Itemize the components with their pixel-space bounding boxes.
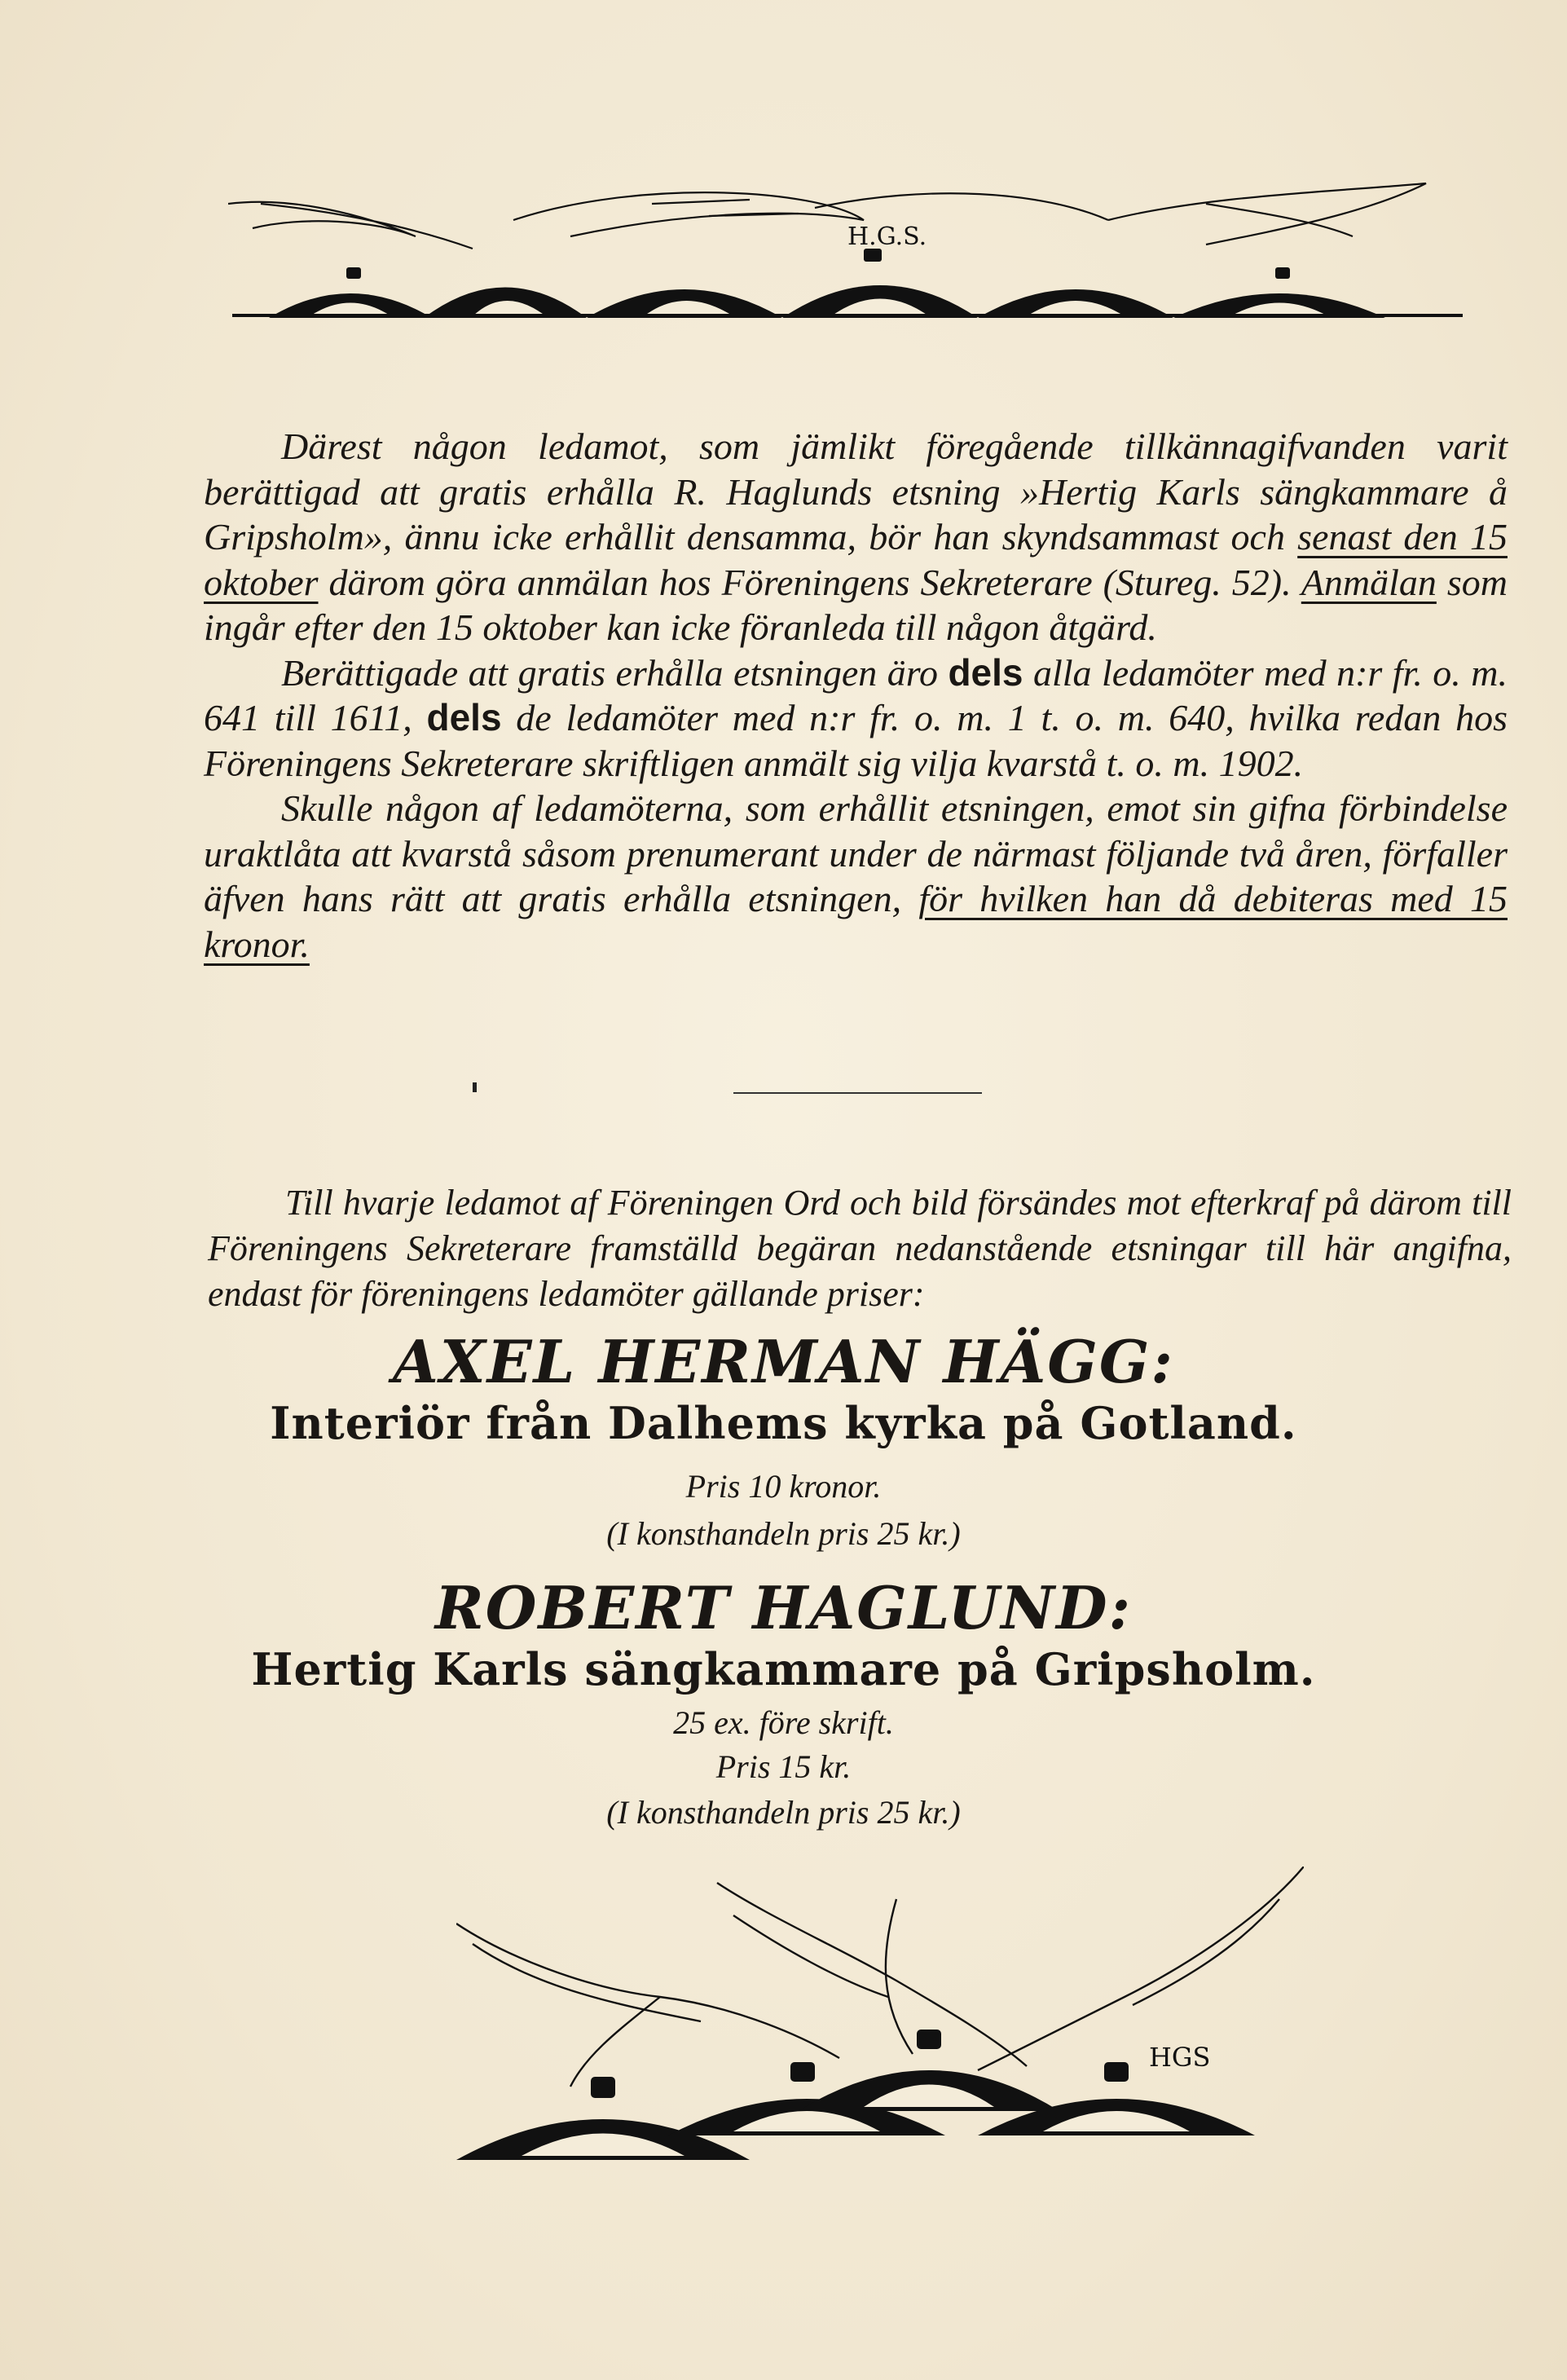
artist-heading: AXEL HERMAN HÄGG: — [393, 1327, 1174, 1396]
artist-heading: ROBERT HAGLUND: — [434, 1573, 1133, 1642]
artwork-title: Hertig Karls sängkammare på Gripsholm. — [251, 1643, 1316, 1695]
header-rule — [232, 314, 1463, 317]
price-line: (I konsthandeln pris 25 kr.) — [606, 1515, 961, 1552]
paragraph-3: Skulle någon af ledamöterna, som erhållit etsningen, emot sin gifna förbindelse uraktlåta att kvarstå såsom prenumerant under de närmast följande två åren, förfaller äfven hans rätt att gratis erhålla etsningen, för hvilken han då debiteras med 15 kronor. — [204, 787, 1508, 965]
price-line: 25 ex. före skrift. — [673, 1704, 894, 1741]
offer-intro: Till hvarje ledamot af Föreningen Ord och bild försändes mot efterkraf på därom till Föreningens Sekreterare framställd begäran nedanstående etsningar till här angifna, endast för föreningens ledamöter gällande priser: — [208, 1183, 1512, 1314]
artwork-title: Interiör från Dalhems kyrka på Gotland. — [270, 1397, 1297, 1449]
monogram: H.G.S. — [847, 223, 927, 251]
section-divider — [733, 1092, 982, 1094]
monogram: HGS — [1149, 2042, 1211, 2073]
price-line: (I konsthandeln pris 25 kr.) — [606, 1794, 961, 1831]
notice-text — [204, 424, 1508, 967]
paragraph-1: Därest någon ledamot, som jämlikt föregående tillkännagifvanden varit berättigad att gratis erhålla R. Haglunds etsning »Hertig Karls sängkammare å Gripsholm», ännu icke erhållit densamma, bör han skyndsammast och senast den 15 oktober därom göra anmälan hos Föreningens Sekreterare (Stureg. 52). Anmälan som ingår efter den 15 oktober kan icke föranleda till någon åtgärd. — [204, 425, 1508, 648]
winged-inkwells-ornament-bottom — [456, 1867, 1304, 2193]
fee-underline: för hvilken han då debiteras med 15 kronor. — [204, 878, 1508, 965]
price-line: Pris 15 kr. — [715, 1748, 852, 1785]
deadline-underline: senast den 15 oktober — [204, 516, 1508, 603]
price-line: Pris 10 kronor. — [685, 1468, 882, 1505]
ink-dot — [473, 1082, 477, 1092]
winged-inkwells-ornament-top — [228, 171, 1467, 334]
paragraph-2: Berättigade att gratis erhålla etsningen äro dels alla ledamöter med n:r fr. o. m. 641 till 1611, dels de ledamöter med n:r fr. o. m. 1 t. o. m. 640, hvilka redan hos Föreningens Sekreterare skriftligen anmält sig vilja kvarstå t. o. m. 1902. — [204, 650, 1508, 784]
